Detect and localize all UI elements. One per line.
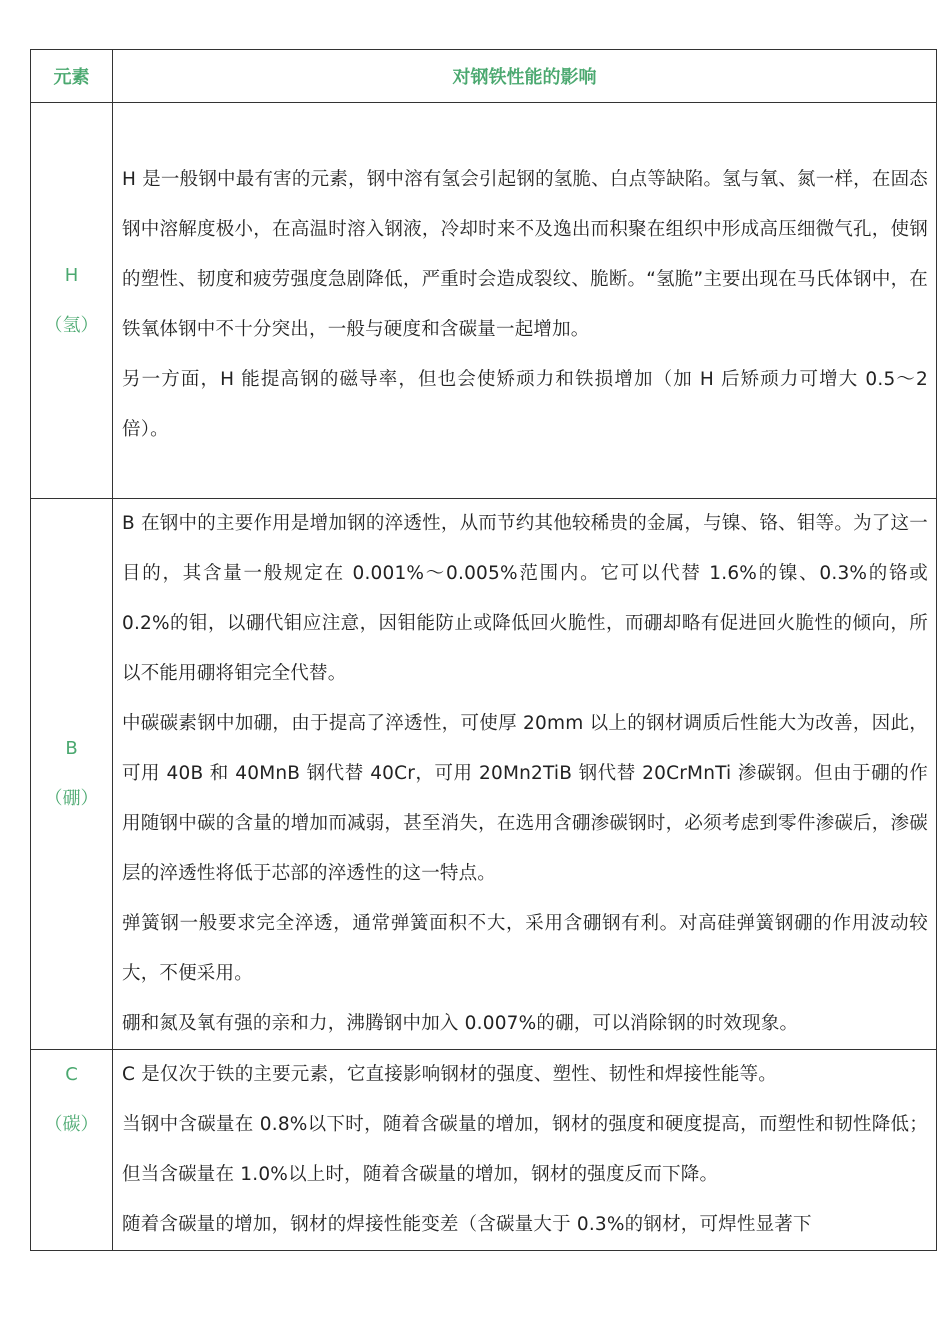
header-element: 元素 [31,50,113,103]
element-name: （硼） [44,788,99,809]
element-effects-table [30,49,937,1251]
effect-paragraph: 当钢中含碳量在 0.8%以下时，随着含碳量的增加，钢材的强度和硬度提高，而塑性和韧性降低；但当含碳量在 1.0%以上时，随着含碳量的增加，钢材的强度反而下降。 [122,1114,928,1185]
table-row-boron [31,499,937,1050]
element-symbol: C [65,1064,78,1085]
effect-paragraph: 另一方面，H 能提高钢的磁导率，但也会使矫顽力和铁损增加（加 H 后矫顽力可增大 0.5～2 倍）。 [122,369,928,440]
effect-cell [113,1050,937,1251]
effect-cell [113,499,937,1050]
table-row-hydrogen [31,103,937,499]
table-row-carbon [31,1050,937,1251]
effect-cell [113,103,937,499]
element-cell [31,1050,113,1251]
effect-paragraph: 弹簧钢一般要求完全淬透，通常弹簧面积不大，采用含硼钢有利。对高硅弹簧钢硼的作用波动较大，不便采用。 [122,913,928,984]
element-cell [31,499,113,1050]
effect-paragraph: 中碳碳素钢中加硼，由于提高了淬透性，可使厚 20mm 以上的钢材调质后性能大为改善，因此，可用 40B 和 40MnB 钢代替 40Cr，可用 20Mn2TiB 钢代替 20CrMnTi 渗碳钢。但由于硼的作用随钢中碳的含量的增加而减弱，甚至消失，在选用含硼渗碳钢时，必须考虑到零件渗碳后，渗碳层的淬透性将低于芯部的淬透性的这一特点。 [122,713,928,884]
element-symbol: H [64,264,79,286]
element-symbol: B [65,738,78,759]
table-header-row [31,50,937,103]
effect-paragraph: 随着含碳量的增加，钢材的焊接性能变差（含碳量大于 0.3%的钢材，可焊性显著下 [122,1214,812,1235]
effect-paragraph: 硼和氮及氧有强的亲和力，沸腾钢中加入 0.007%的硼，可以消除钢的时效现象。 [122,1013,799,1034]
effect-paragraph: B 在钢中的主要作用是增加钢的淬透性，从而节约其他较稀贵的金属，与镍、铬、钼等。为了这一目的，其含量一般规定在 0.001%～0.005%范围内。它可以代替 1.6%的镍、0.3%的铬或 0.2%的钼，以硼代钼应注意，因钼能防止或降低回火脆性，而硼却略有促进回火脆性的倾向，所以不能用硼将钼完全代替。 [122,513,928,684]
element-cell [31,103,113,499]
header-effect: 对钢铁性能的影响 [113,50,937,103]
effect-paragraph: H 是一般钢中最有害的元素，钢中溶有氢会引起钢的氢脆、白点等缺陷。氢与氧、氮一样，在固态钢中溶解度极小，在高温时溶入钢液，冷却时来不及逸出而积聚在组织中形成高压细微气孔，使钢的塑性、韧度和疲劳强度急剧降低，严重时会造成裂纹、脆断。“氢脆”主要出现在马氏体钢中，在铁氧体钢中不十分突出，一般与硬度和含碳量一起增加。 [122,169,928,340]
effect-paragraph: C 是仅次于铁的主要元素，它直接影响钢材的强度、塑性、韧性和焊接性能等。 [122,1064,778,1085]
element-name: （氢） [44,314,99,336]
element-name: （碳） [44,1114,99,1135]
